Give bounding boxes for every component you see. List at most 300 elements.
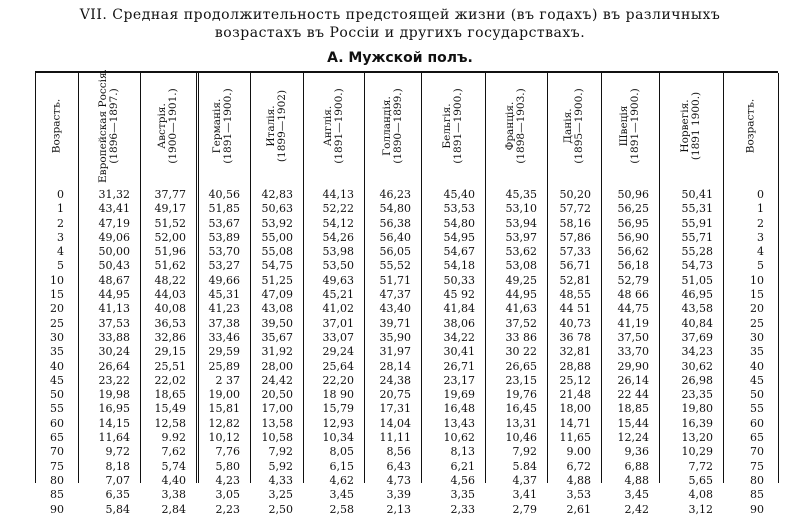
table-cell: 12,93 [322, 416, 354, 430]
table-cell: 37,38 [208, 316, 240, 330]
table-cell: 33,46 [208, 330, 240, 344]
age-cell: 10 [50, 273, 64, 287]
table-cell: 53,50 [322, 259, 354, 273]
table-cell: 41,63 [505, 302, 537, 316]
table-cell: 5,84 [105, 502, 130, 516]
age-cell: 55 [50, 402, 64, 416]
table-cell: 4,37 [512, 473, 537, 487]
column-header-name: Норвегія. [679, 98, 691, 153]
table-cell: 19,80 [681, 402, 713, 416]
column-header [421, 78, 485, 173]
age-cell: 80 [50, 473, 64, 487]
table-row [0, 388, 800, 402]
table-row [0, 317, 800, 331]
table-cell: 4,73 [386, 473, 411, 487]
table-cell: 41,13 [98, 302, 130, 316]
table-cell: 54,12 [322, 216, 354, 230]
table-cell: 7,72 [688, 459, 713, 473]
table-cell: 8,05 [329, 445, 354, 459]
table-cell: 40,56 [208, 188, 240, 201]
table-cell: 44,03 [154, 288, 186, 302]
table-cell: 14,71 [559, 416, 591, 430]
age-cell: 40 [50, 359, 64, 373]
age-cell: 55 [750, 402, 764, 416]
table-cell: 13,58 [261, 416, 293, 430]
column-header-years: (1891—1900.) [332, 87, 345, 164]
column-header [601, 78, 659, 173]
age-cell: 75 [50, 459, 64, 473]
table-cell: 26,98 [681, 373, 713, 387]
table-cell: 53,94 [505, 216, 537, 230]
column-header [485, 78, 547, 173]
table-cell: 4,33 [268, 473, 293, 487]
table-cell: 14,04 [379, 416, 411, 430]
table-cell: 22,02 [154, 373, 186, 387]
table-cell: 54,73 [681, 259, 713, 273]
table-cell: 26,64 [98, 359, 130, 373]
table-cell: 38,06 [443, 316, 475, 330]
table-cell: 36,53 [154, 316, 186, 330]
table-row [0, 402, 800, 416]
age-cell: 40 [750, 359, 764, 373]
table-cell: 13,31 [505, 416, 537, 430]
table-cell: 6,43 [386, 459, 411, 473]
age-cell: 2 [57, 216, 64, 230]
table-cell: 9,72 [105, 445, 130, 459]
age-cell: 10 [750, 273, 764, 287]
table-cell: 55,71 [681, 230, 713, 244]
table-cell: 10,46 [505, 431, 537, 445]
table-cell: 13,43 [443, 416, 475, 430]
table-cell: 2,61 [566, 502, 591, 516]
age-cell: 20 [750, 302, 764, 316]
table-cell: 8,18 [105, 459, 130, 473]
table-cell: 53,70 [208, 245, 240, 259]
table-cell: 55,08 [261, 245, 293, 259]
table-cell: 16,95 [98, 402, 130, 416]
table-cell: 19,69 [443, 388, 475, 402]
table-title [0, 6, 800, 42]
column-header-name: Возрастъ. [50, 98, 62, 153]
table-cell: 50,00 [98, 245, 130, 259]
table-cell: 33,88 [98, 330, 130, 344]
table-cell: 56,05 [379, 245, 411, 259]
age-cell: 60 [750, 416, 764, 430]
table-cell: 16,48 [443, 402, 475, 416]
table-cell: 5.84 [512, 459, 537, 473]
table-cell: 6,15 [329, 459, 354, 473]
column-header-years: (1900—1901.) [167, 87, 179, 164]
table-cell: 37,52 [505, 316, 537, 330]
table-cell: 47,19 [98, 216, 130, 230]
column-header-name: Австрія. [156, 102, 168, 149]
table-cell: 3,35 [450, 488, 475, 502]
column-header-years: (1891—1900.) [452, 87, 464, 164]
table-cell: 13,20 [681, 431, 713, 445]
table-cell: 3,38 [161, 488, 186, 502]
age-cell: 70 [50, 445, 64, 459]
table-cell: 54,67 [443, 245, 475, 259]
table-cell: 23,15 [505, 373, 537, 387]
table-cell: 25,51 [154, 359, 186, 373]
table-cell: 37,01 [322, 316, 354, 330]
table-row [0, 417, 800, 431]
table-cell: 39,71 [379, 316, 411, 330]
table-row [0, 274, 800, 288]
table-cell: 56,62 [617, 245, 649, 259]
age-cell: 30 [50, 330, 64, 344]
column-header-name: Швеція [618, 105, 630, 146]
table-cell: 55,28 [681, 245, 713, 259]
table-cell: 34,22 [443, 330, 475, 344]
table-body [0, 188, 800, 517]
age-cell: 45 [50, 373, 64, 387]
table-cell: 50,33 [443, 273, 475, 287]
table-cell: 25,89 [208, 359, 240, 373]
column-header-name: Германія. [211, 98, 223, 153]
age-cell: 3 [57, 230, 64, 244]
age-cell: 30 [750, 330, 764, 344]
table-cell: 47,09 [261, 288, 293, 302]
table-cell: 53,67 [208, 216, 240, 230]
table-cell: 40,73 [559, 316, 591, 330]
table-cell: 8,56 [386, 445, 411, 459]
age-cell: 0 [757, 188, 764, 201]
age-cell: 45 [750, 373, 764, 387]
table-cell: 48,67 [98, 273, 130, 287]
title-line-1: VII. Средная продолжительность предстоящей жизни (въ годахъ) въ различныхъ [79, 7, 721, 23]
table-row [0, 345, 800, 359]
table-cell: 40,84 [681, 316, 713, 330]
table-cell: 42,83 [261, 188, 293, 201]
table-cell: 3,53 [566, 488, 591, 502]
table-cell: 44,13 [322, 188, 354, 201]
table-cell: 2,13 [386, 502, 411, 516]
table-cell: 23,22 [98, 373, 130, 387]
table-cell: 37,53 [98, 316, 130, 330]
age-cell: 1 [57, 202, 64, 216]
table-cell: 29,24 [322, 345, 354, 359]
table-cell: 46,23 [379, 188, 411, 201]
table-cell: 5,80 [215, 459, 240, 473]
table-cell: 28,14 [379, 359, 411, 373]
table-cell: 24,42 [261, 373, 293, 387]
table-row [0, 259, 800, 273]
table-cell: 51,25 [261, 273, 293, 287]
table-cell: 3,45 [329, 488, 354, 502]
table-cell: 26,71 [443, 359, 475, 373]
table-cell: 10,58 [261, 431, 293, 445]
table-row [0, 488, 800, 502]
table-cell: 18 90 [322, 388, 354, 402]
table-cell: 30,41 [443, 345, 475, 359]
table-cell: 3,12 [688, 502, 713, 516]
table-cell: 2,42 [624, 502, 649, 516]
column-header-years: (1890—1899.) [391, 87, 404, 164]
table-cell: 51,52 [154, 216, 186, 230]
table-cell: 7,07 [105, 473, 130, 487]
title-line-2: возрастахъ въ Россіи и другихъ государствахъ. [214, 25, 586, 41]
table-cell: 7,76 [215, 445, 240, 459]
age-cell: 35 [750, 345, 764, 359]
table-cell: 30,62 [681, 359, 713, 373]
table-cell: 45,40 [443, 188, 475, 201]
table-cell: 51,62 [154, 259, 186, 273]
table-cell: 43,41 [98, 202, 130, 216]
table-cell: 47,37 [379, 288, 411, 302]
table-cell: 4,40 [161, 473, 186, 487]
table-row [0, 188, 800, 202]
age-cell: 5 [757, 259, 764, 273]
table-cell: 4,88 [566, 473, 591, 487]
table-cell: 25,64 [322, 359, 354, 373]
table-cell: 39,50 [261, 316, 293, 330]
table-row [0, 360, 800, 374]
table-cell: 7,92 [268, 445, 293, 459]
age-cell: 4 [757, 245, 764, 259]
table-cell: 15,44 [617, 416, 649, 430]
column-header [364, 78, 421, 173]
table-cell: 53,92 [261, 216, 293, 230]
table-cell: 45,35 [505, 188, 537, 201]
table-cell: 53,53 [443, 202, 475, 216]
table-cell: 5,92 [268, 459, 293, 473]
table-cell: 16,45 [505, 402, 537, 416]
table-cell: 50,96 [617, 188, 649, 201]
age-cell: 65 [750, 431, 764, 445]
table-cell: 28,00 [261, 359, 293, 373]
table-cell: 56,25 [617, 202, 649, 216]
table-cell: 43,58 [681, 302, 713, 316]
table-cell: 49,06 [98, 230, 130, 244]
table-cell: 56,71 [559, 259, 591, 273]
table-cell: 19,76 [505, 388, 537, 402]
table-cell: 5,74 [161, 459, 186, 473]
table-cell: 2,84 [161, 502, 186, 516]
table-cell: 18,65 [154, 388, 186, 402]
table-cell: 35,67 [261, 330, 293, 344]
table-cell: 49,66 [208, 273, 240, 287]
table-cell: 54,95 [443, 230, 475, 244]
table-cell: 44,95 [98, 288, 130, 302]
age-cell: 90 [750, 502, 764, 516]
table-cell: 31,97 [379, 345, 411, 359]
column-header-name: Бельгія. [441, 102, 453, 149]
column-header [659, 78, 723, 173]
section-subtitle: A. Мужской полъ. [327, 50, 473, 66]
table-cell: 52,22 [322, 202, 354, 216]
table-cell: 40,08 [154, 302, 186, 316]
table-cell: 35,90 [379, 330, 411, 344]
table-cell: 7,62 [161, 445, 186, 459]
column-header [250, 78, 303, 173]
table-cell: 8,13 [450, 445, 475, 459]
table-cell: 25,12 [559, 373, 591, 387]
table-cell: 32,86 [154, 330, 186, 344]
table-cell: 6,35 [105, 488, 130, 502]
table-cell: 53,89 [208, 230, 240, 244]
table-cell: 51,96 [154, 245, 186, 259]
table-cell: 49,17 [154, 202, 186, 216]
table-cell: 56,40 [379, 230, 411, 244]
table-cell: 11,64 [98, 431, 130, 445]
table-cell: 48,55 [559, 288, 591, 302]
table-cell: 49,63 [322, 273, 354, 287]
table-cell: 4,08 [688, 488, 713, 502]
table-cell: 3,25 [268, 488, 293, 502]
age-cell: 2 [757, 216, 764, 230]
table-cell: 3,45 [624, 488, 649, 502]
table-cell: 17,00 [261, 402, 293, 416]
table-cell: 29,90 [617, 359, 649, 373]
table-cell: 12,24 [617, 431, 649, 445]
table-row [0, 503, 800, 517]
table-cell: 51,85 [208, 202, 240, 216]
table-cell: 15,79 [322, 402, 354, 416]
age-cell: 75 [750, 459, 764, 473]
table-cell: 44 51 [559, 302, 591, 316]
table-cell: 29,15 [154, 345, 186, 359]
table-cell: 3,05 [215, 488, 240, 502]
table-row [0, 374, 800, 388]
table-cell: 2,50 [268, 502, 293, 516]
age-cell: 50 [750, 388, 764, 402]
table-row [0, 202, 800, 216]
age-cell: 5 [57, 259, 64, 273]
table-cell: 2,58 [329, 502, 354, 516]
age-cell: 1 [757, 202, 764, 216]
table-cell: 54,75 [261, 259, 293, 273]
table-cell: 45,31 [208, 288, 240, 302]
table-cell: 50,20 [559, 188, 591, 201]
table-cell: 53,27 [208, 259, 240, 273]
column-header [196, 78, 250, 173]
table-cell: 4,62 [329, 473, 354, 487]
table-cell: 21,48 [559, 388, 591, 402]
column-header-name: Данія. [562, 107, 574, 144]
column-header-years: (1895—1900.) [573, 87, 585, 164]
table-cell: 51,71 [379, 273, 411, 287]
column-header-years: (1896—1897.) [108, 87, 120, 164]
table-cell: 58,16 [559, 216, 591, 230]
table-cell: 53,97 [505, 230, 537, 244]
table-cell: 28,88 [559, 359, 591, 373]
table-cell: 54,18 [443, 259, 475, 273]
table-cell: 41,19 [617, 316, 649, 330]
table-cell: 48,22 [154, 273, 186, 287]
table-cell: 5,65 [688, 473, 713, 487]
table-cell: 10,12 [208, 431, 240, 445]
table-row [0, 331, 800, 345]
table-cell: 57,72 [559, 202, 591, 216]
table-cell: 4,23 [215, 473, 240, 487]
table-cell: 7,92 [512, 445, 537, 459]
column-header-years: (1891—1900.) [222, 87, 234, 164]
table-cell: 4,56 [450, 473, 475, 487]
table-cell: 44,75 [617, 302, 649, 316]
age-cell: 4 [57, 245, 64, 259]
table-row [0, 231, 800, 245]
column-header [547, 78, 601, 173]
table-cell: 33 86 [505, 330, 537, 344]
table-cell: 10,29 [681, 445, 713, 459]
age-cell: 50 [50, 388, 64, 402]
table-cell: 17,31 [379, 402, 411, 416]
table-cell: 55,00 [261, 230, 293, 244]
table-cell: 56,38 [379, 216, 411, 230]
table-cell: 31,92 [261, 345, 293, 359]
table-cell: 3,39 [386, 488, 411, 502]
column-header-years: (1898—1903.) [515, 87, 527, 164]
table-cell: 57,86 [559, 230, 591, 244]
column-header-name: Англія. [321, 105, 334, 146]
table-cell: 4,88 [624, 473, 649, 487]
table-cell: 15,81 [208, 402, 240, 416]
column-header-name: Франція. [504, 101, 516, 150]
table-cell: 3,41 [512, 488, 537, 502]
column-header-name: Голландія. [380, 95, 393, 156]
table-cell: 20,50 [261, 388, 293, 402]
column-header [140, 78, 196, 173]
table-cell: 53,62 [505, 245, 537, 259]
column-header-years: (1899—1902) [275, 89, 288, 162]
age-cell: 15 [750, 288, 764, 302]
table-cell: 12,82 [208, 416, 240, 430]
table-cell: 18,85 [617, 402, 649, 416]
column-header [35, 78, 78, 173]
table-cell: 18,00 [559, 402, 591, 416]
table-cell: 45 92 [443, 288, 475, 302]
table-cell: 55,52 [379, 259, 411, 273]
table-cell: 12,58 [154, 416, 186, 430]
table-cell: 51,05 [681, 273, 713, 287]
column-header-name: Возрастъ. [744, 98, 756, 153]
column-header [303, 78, 364, 173]
table-cell: 26,65 [505, 359, 537, 373]
table-row [0, 474, 800, 488]
table-cell: 15,49 [154, 402, 186, 416]
table-cell: 10,62 [443, 431, 475, 445]
table-cell: 37,69 [681, 330, 713, 344]
table-cell: 29,59 [208, 345, 240, 359]
table-row [0, 460, 800, 474]
table-cell: 6,88 [624, 459, 649, 473]
table-cell: 9.92 [161, 431, 186, 445]
age-cell: 85 [750, 488, 764, 502]
table-cell: 14,15 [98, 416, 130, 430]
age-cell: 85 [50, 488, 64, 502]
column-header-years: (1891—1900.) [629, 87, 641, 164]
table-cell: 20,75 [379, 388, 411, 402]
table-cell: 24,38 [379, 373, 411, 387]
age-cell: 25 [750, 316, 764, 330]
table-cell: 32,81 [559, 345, 591, 359]
table-cell: 37,77 [154, 188, 186, 201]
table-cell: 10,34 [322, 431, 354, 445]
table-row [0, 288, 800, 302]
table-cell: 43,08 [261, 302, 293, 316]
table-cell: 22 44 [617, 388, 649, 402]
table-cell: 36 78 [559, 330, 591, 344]
age-cell: 35 [50, 345, 64, 359]
table-cell: 19,98 [98, 388, 130, 402]
table-cell: 11,65 [559, 431, 591, 445]
table-cell: 56,95 [617, 216, 649, 230]
table-cell: 9,36 [624, 445, 649, 459]
age-cell: 15 [50, 288, 64, 302]
table-cell: 2,33 [450, 502, 475, 516]
table-row [0, 245, 800, 259]
